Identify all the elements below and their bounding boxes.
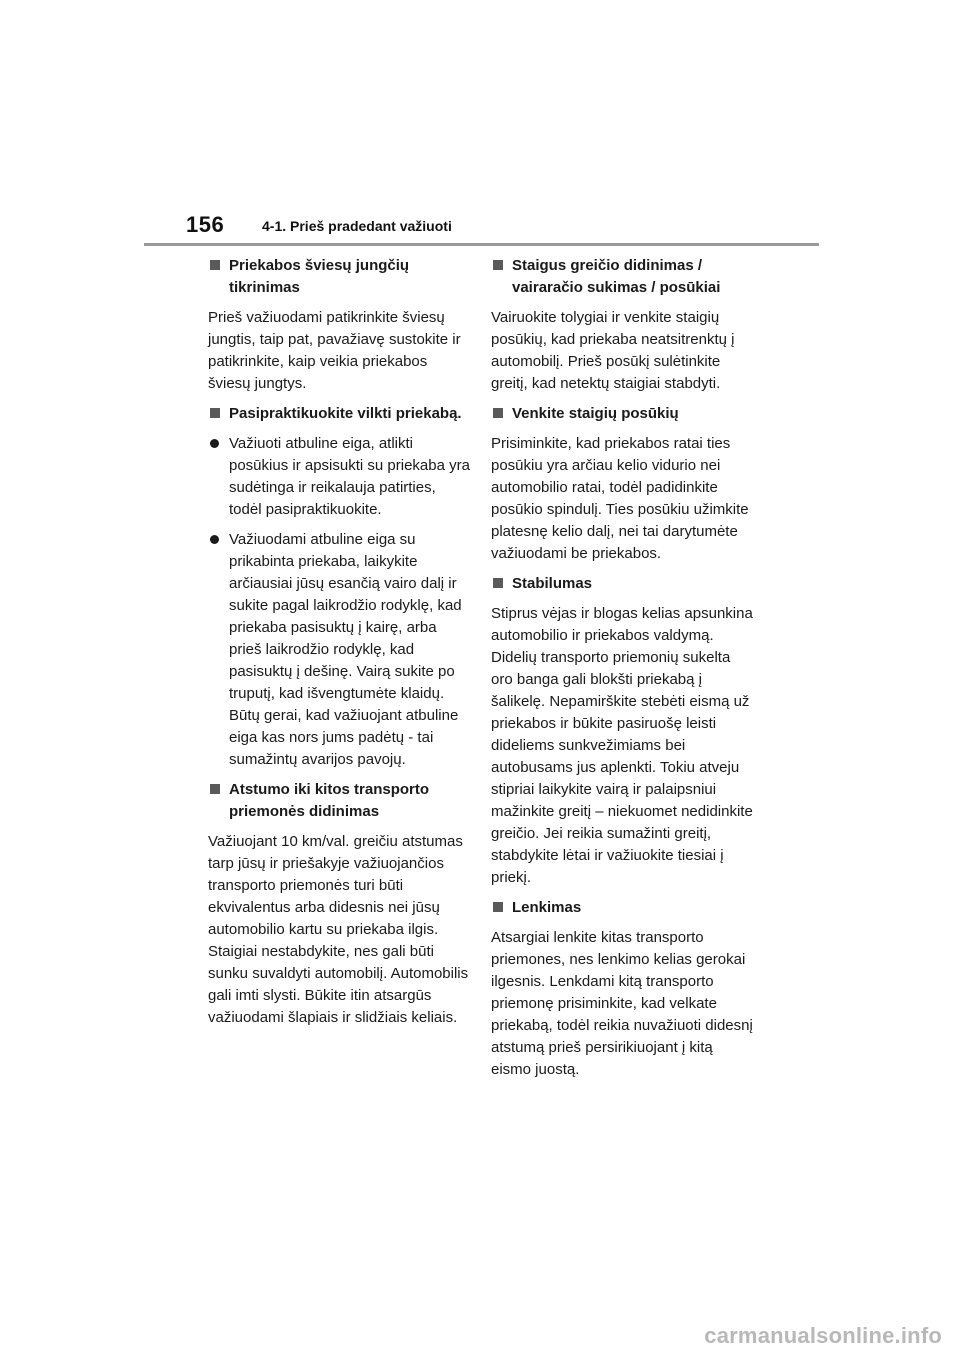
paragraph: Atsargiai lenkite kitas transporto priemones, nes lenkimo kelias gerokai ilgesnis. Lenkdami kitą transporto priemonę prisiminkite, kad velkate priekabą, todėl reikia nuvažiuoti didesnį atstumą prieš persirikiuojant į kitą eismo juostą. bbox=[491, 929, 753, 1078]
left-column bbox=[208, 255, 470, 1037]
list-item bbox=[208, 529, 470, 771]
paragraph: Prisiminkite, kad priekabos ratai ties posūkiu yra arčiau kelio vidurio nei automobilio ratai, todėl padidinkite posūkio spindulį. Ties posūkiu užimkite platesnę kelio dalį, nei tai darytumėte važiuodami be priekabos. bbox=[491, 435, 749, 562]
heading-distance bbox=[208, 779, 470, 823]
watermark: carmanualsonline.info bbox=[704, 1323, 942, 1348]
page-number: 156 bbox=[186, 212, 225, 237]
paragraph: Stiprus vėjas ir blogas kelias apsunkina automobilio ir priekabos valdymą. Didelių transporto priemonių sukelta oro banga gali blokšti priekabą į šalikelę. Nepamirškite stebėti eismą už priekabos ir būkite pasiruošę leisti dideliems sunkvežimiams bei autobusams jus aplenkti. Tokiu atveju stipriai laikykite vairą ir palaipsniui mažinkite greitį – niekuomet nedidinkite greičio. Jei reikia sumažinti greitį, stabdykite lėtai ir važiuokite tiesiai į priekį. bbox=[491, 605, 753, 886]
heading-sudden-acceleration bbox=[491, 255, 753, 299]
heading-practice bbox=[208, 403, 470, 425]
square-bullet-icon bbox=[210, 260, 220, 270]
heading-stability bbox=[491, 573, 753, 595]
heading-text: Stabilumas bbox=[512, 575, 593, 592]
right-column bbox=[491, 255, 753, 1089]
heading-text: Pasipraktikuokite vilkti priekabą. bbox=[229, 405, 462, 422]
section-title: 4-1. Prieš pradedant važiuoti bbox=[262, 218, 452, 234]
heading-text: Staigus greičio didinimas / vairaračio sukimas / posūkiai bbox=[512, 257, 721, 296]
square-bullet-icon bbox=[493, 578, 503, 588]
paragraph: Vairuokite tolygiai ir venkite staigių posūkių, kad priekaba neatsitrenktų į automobilį. Prieš posūkį sulėtinkite greitį, kad netektų staigiai stabdyti. bbox=[491, 309, 735, 392]
square-bullet-icon bbox=[493, 902, 503, 912]
list-item-text: Važiuodami atbuline eiga su prikabinta priekaba, laikykite arčiausiai jūsų esančią vairo dalį ir sukite pagal laikrodžio rodyklę, kad priekaba pasisuktų į kairę, arba prieš laikrodžio rodyklę, kad pasisuktų į dešinę. Vairą sukite po truputį, kad išvengtumėte klaidų. Būtų gerai, kad važiuojant atbuline eiga kas nors jums padėtų - tai sumažintų avarijos pavojų. bbox=[229, 531, 462, 768]
heading-text: Lenkimas bbox=[512, 899, 582, 916]
square-bullet-icon bbox=[210, 408, 220, 418]
square-bullet-icon bbox=[493, 260, 503, 270]
list-item-text: Važiuoti atbuline eiga, atlikti posūkius ir apsisukti su priekaba yra sudėtinga ir reikalauja patirties, todėl pasipraktikuokite. bbox=[229, 435, 470, 518]
heading-overtaking bbox=[491, 897, 753, 919]
heading-trailer-lights bbox=[208, 255, 470, 299]
list-item bbox=[208, 433, 470, 521]
heading-text: Priekabos šviesų jungčių tikrinimas bbox=[229, 257, 410, 296]
round-bullet-icon bbox=[210, 439, 219, 448]
paragraph: Važiuojant 10 km/val. greičiu atstumas tarp jūsų ir priešakyje važiuojančios transporto priemonės turi būti ekvivalentus arba didesnis nei jūsų automobilio kartu su priekaba ilgis. Staigiai nestabdykite, nes gali būti sunku suvaldyti automobilį. Automobilis gali imti slysti. Būkite itin atsargūs važiuodami šlapiais ir slidžiais keliais. bbox=[208, 833, 469, 1026]
heading-avoid-sharp-turns bbox=[491, 403, 753, 425]
round-bullet-icon bbox=[210, 535, 219, 544]
square-bullet-icon bbox=[493, 408, 503, 418]
square-bullet-icon bbox=[210, 784, 220, 794]
page-header bbox=[0, 0, 960, 250]
header-divider bbox=[144, 243, 819, 246]
heading-text: Venkite staigių posūkių bbox=[512, 405, 679, 422]
heading-text: Atstumo iki kitos transporto priemonės didinimas bbox=[229, 781, 430, 820]
paragraph: Prieš važiuodami patikrinkite šviesų jungtis, taip pat, pavažiavę sustokite ir patikrinkite, kaip veikia priekabos šviesų jungtys. bbox=[208, 309, 461, 392]
